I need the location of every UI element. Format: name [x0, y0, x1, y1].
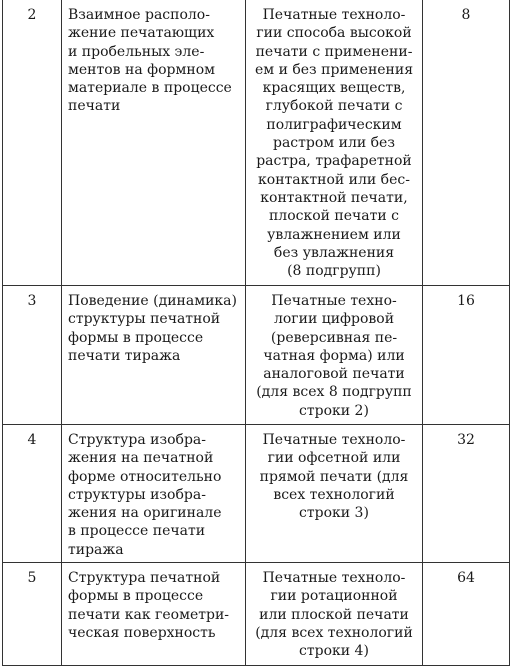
- text-line: или плоской печати: [259, 606, 409, 623]
- row-number: 4: [3, 425, 62, 563]
- text-line: Печатные техноло-: [262, 432, 406, 448]
- text-line: Структура печатной: [68, 570, 221, 586]
- text-line: контактной или бес-: [258, 171, 410, 188]
- text-line: ем и без применения: [254, 61, 414, 78]
- count-cell: 8: [423, 0, 510, 286]
- count-cell: 32: [423, 425, 510, 563]
- text-line: строки 3): [299, 505, 369, 522]
- text-line: Взаимное располо-: [68, 7, 210, 23]
- text-line: (реверсивная пе-: [270, 329, 398, 346]
- text-line: гии офсетной или: [267, 450, 401, 467]
- text-line: структуры изобра-: [68, 486, 206, 503]
- row-number: 5: [3, 563, 62, 666]
- text-line: жения на оригинале: [68, 505, 222, 522]
- feature-cell: [62, 425, 246, 563]
- text-line: гии способа высокой: [256, 25, 412, 42]
- text-line: плоской печати с: [268, 208, 400, 225]
- text-line: Печатные техно-: [271, 293, 397, 309]
- text-line: Поведение (динамика): [68, 293, 237, 309]
- feature-cell: [62, 286, 246, 425]
- feature-cell: [62, 0, 246, 286]
- technologies-cell: [246, 286, 423, 425]
- text-line: контактной печати,: [260, 189, 408, 206]
- text-line: аналоговой печати: [263, 366, 405, 383]
- text-line: глубокой печати с: [265, 98, 403, 115]
- text-line: растром или без: [273, 135, 395, 152]
- text-line: растра, трафаретной: [256, 153, 412, 170]
- technologies-cell: [246, 563, 423, 666]
- text-line: красящих веществ,: [262, 80, 406, 97]
- technologies-cell: [246, 425, 423, 563]
- text-line: (для всех технологий: [255, 624, 413, 641]
- text-line: чатная форма) или: [263, 347, 405, 364]
- text-line: всех технологий: [273, 486, 395, 503]
- table-row: [3, 286, 510, 425]
- text-line: формы в процессе: [68, 329, 204, 346]
- text-line: в процессе печати: [68, 523, 206, 540]
- table-row: [3, 425, 510, 563]
- text-line: прямой печати (для: [259, 468, 409, 485]
- text-line: тиража: [68, 541, 124, 558]
- text-line: структуры печатной: [68, 311, 221, 328]
- text-line: формы в процессе: [68, 588, 204, 605]
- text-line: без увлажнения: [273, 244, 395, 261]
- text-line: логии цифровой: [273, 311, 395, 328]
- text-line: Структура изобра-: [68, 432, 207, 448]
- text-line: полиграфическим: [266, 116, 402, 133]
- text-line: ческая поверхность: [68, 624, 216, 641]
- table-row: [3, 0, 510, 286]
- row-number: 3: [3, 286, 62, 425]
- text-line: печати с применени-: [255, 43, 413, 60]
- technologies-cell: [246, 0, 423, 286]
- text-line: печати тиража: [68, 347, 181, 364]
- text-line: материале в процессе: [68, 80, 232, 97]
- text-line: (8 подгрупп): [287, 263, 381, 280]
- feature-cell: [62, 563, 246, 666]
- text-line: гии ротационной: [270, 588, 398, 605]
- text-line: ментов на формном: [68, 61, 216, 78]
- count-cell: 16: [423, 286, 510, 425]
- table-body: [3, 0, 510, 666]
- text-line: жения на печатной: [68, 450, 214, 467]
- classification-table: [2, 0, 510, 666]
- text-line: строки 4): [299, 643, 369, 660]
- text-line: строки 2): [299, 402, 369, 419]
- text-line: Печатные техноло-: [262, 570, 406, 586]
- table-row: [3, 563, 510, 666]
- count-cell: 64: [423, 563, 510, 666]
- text-line: печати: [68, 98, 121, 115]
- text-line: жение печатающих: [68, 25, 215, 42]
- text-line: увлажнением или: [267, 226, 401, 243]
- row-number: 2: [3, 0, 62, 286]
- text-line: печати как геометри-: [68, 606, 230, 623]
- text-line: и пробельных эле-: [68, 43, 205, 60]
- text-line: (для всех 8 подгрупп: [256, 384, 412, 401]
- text-line: Печатные техноло-: [262, 7, 406, 23]
- text-line: форме относительно: [68, 468, 222, 485]
